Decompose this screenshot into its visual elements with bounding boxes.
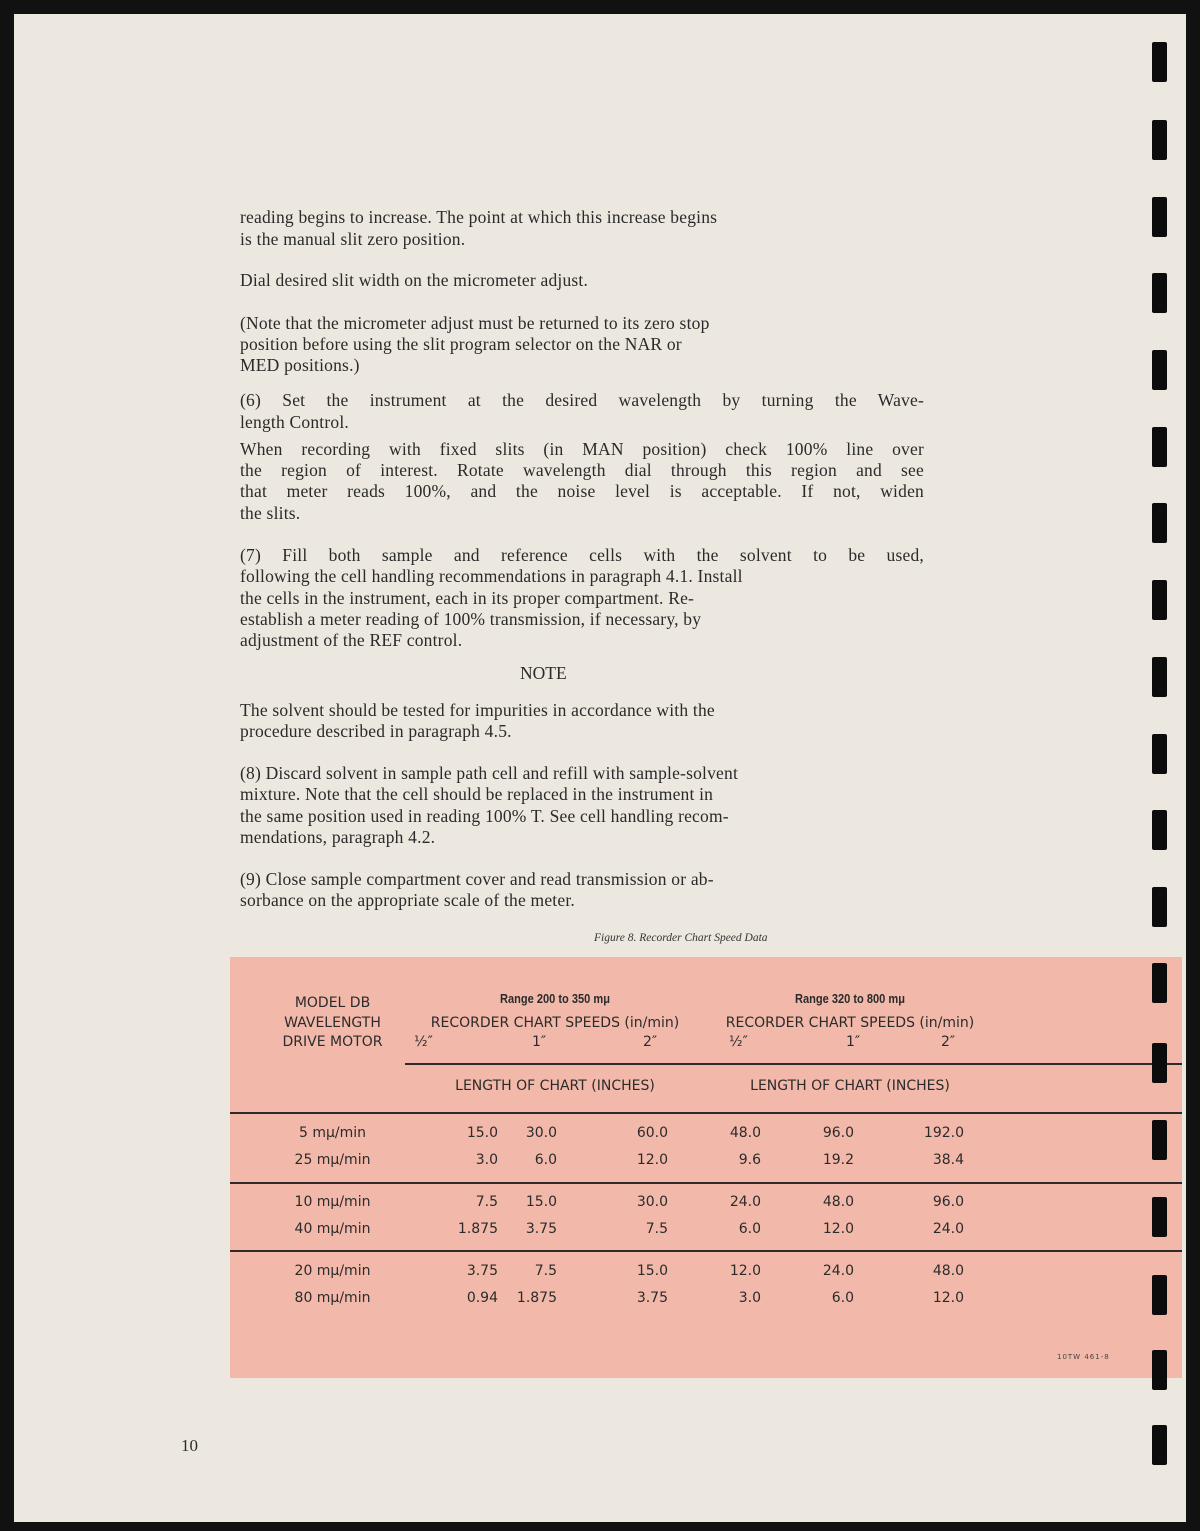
chart-length-cell: 19.2 (822, 1152, 854, 1168)
binder-hole (1152, 810, 1167, 850)
chart-length-cell: 7.5 (475, 1194, 498, 1210)
body-line: MED positions.) (240, 355, 360, 375)
binder-hole (1152, 887, 1167, 927)
length-label-2: LENGTH OF CHART (INCHES) (750, 1078, 950, 1094)
body-line: the slits. (240, 503, 301, 523)
length-label-1: LENGTH OF CHART (INCHES) (455, 1078, 655, 1094)
body-line: (Note that the micrometer adjust must be returned to its zero stop (240, 313, 710, 333)
binder-hole (1152, 580, 1167, 620)
binder-hole (1152, 734, 1167, 774)
binder-hole (1152, 1425, 1167, 1465)
binder-hole (1152, 1275, 1167, 1315)
speed-col: 2″ (941, 1034, 956, 1050)
chart-length-cell: 12.0 (932, 1290, 964, 1306)
binder-hole (1152, 120, 1167, 160)
row-header-1: MODEL DB (294, 995, 371, 1011)
body-line: The solvent should be tested for impurities in accordance with the (240, 700, 715, 720)
body-line: mendations, paragraph 4.2. (240, 827, 436, 847)
motor-speed-cell: 20 mμ/min (294, 1263, 371, 1279)
speed-col: ½″ (414, 1034, 433, 1050)
chart-length-cell: 15.0 (636, 1263, 668, 1279)
chart-length-cell: 48.0 (729, 1125, 761, 1141)
chart-length-cell: 3.75 (636, 1290, 668, 1306)
binder-hole (1152, 1197, 1167, 1237)
body-line: reading begins to increase. The point at which this increase begins (240, 207, 718, 227)
chart-length-cell: 9.6 (738, 1152, 761, 1168)
body-line: mixture. Note that the cell should be replaced in the instrument in (240, 784, 714, 804)
chart-length-cell: 12.0 (822, 1221, 854, 1237)
binder-hole (1152, 657, 1167, 697)
figure-caption: Figure 8. Recorder Chart Speed Data (594, 932, 768, 944)
body-line: the region of interest. Rotate wavelength dial through this region and see (240, 460, 924, 480)
body-line: position before using the slit program selector on the NAR or (240, 334, 682, 354)
chart-length-cell: 3.75 (466, 1263, 498, 1279)
body-line: following the cell handling recommendations in paragraph 4.1. Install (240, 566, 743, 586)
chart-length-cell: 48.0 (932, 1263, 964, 1279)
chart-length-cell: 60.0 (636, 1125, 668, 1141)
body-line: that meter reads 100%, and the noise level is acceptable. If not, widen (240, 481, 924, 501)
range-2-heading: Range 320 to 800 mμ (795, 991, 905, 1006)
chart-length-cell: 192.0 (923, 1125, 964, 1141)
speed-col: ½″ (729, 1034, 748, 1050)
motor-speed-cell: 25 mμ/min (294, 1152, 371, 1168)
motor-speed-cell: 80 mμ/min (294, 1290, 371, 1306)
speed-col: 1″ (532, 1034, 547, 1050)
motor-speed-cell: 40 mμ/min (294, 1221, 371, 1237)
body-line: (6) Set the instrument at the desired wavelength by turning the Wave- (240, 390, 924, 410)
binder-hole (1152, 1350, 1167, 1390)
chart-length-cell: 12.0 (729, 1263, 761, 1279)
body-line: the same position used in reading 100% T. See cell handling recom- (240, 806, 729, 826)
body-line: length Control. (240, 412, 349, 432)
chart-length-cell: 24.0 (932, 1221, 964, 1237)
body-line: (8) Discard solvent in sample path cell and refill with sample-solvent (240, 763, 739, 783)
chart-length-cell: 1.875 (457, 1221, 498, 1237)
chart-length-cell: 38.4 (932, 1152, 964, 1168)
chart-length-cell: 6.0 (534, 1152, 557, 1168)
body-line: adjustment of the REF control. (240, 630, 463, 650)
binder-hole (1152, 42, 1167, 82)
body-line: (9) Close sample compartment cover and read transmission or ab- (240, 869, 714, 889)
body-line: is the manual slit zero position. (240, 229, 466, 249)
binder-hole (1152, 197, 1167, 237)
chart-length-cell: 6.0 (738, 1221, 761, 1237)
chart-length-cell: 30.0 (525, 1125, 557, 1141)
speed-col: 2″ (643, 1034, 658, 1050)
body-line: sorbance on the appropriate scale of the meter. (240, 890, 575, 910)
binder-hole (1152, 1120, 1167, 1160)
chart-length-cell: 30.0 (636, 1194, 668, 1210)
group-rule (230, 1250, 1182, 1252)
figure-code: 10TW 461-8 (1057, 1353, 1110, 1361)
chart-length-cell: 3.75 (525, 1221, 557, 1237)
row-header-3: DRIVE MOTOR (282, 1034, 383, 1050)
chart-length-cell: 96.0 (932, 1194, 964, 1210)
chart-speed-table (230, 957, 1182, 1378)
chart-length-cell: 48.0 (822, 1194, 854, 1210)
binder-hole (1152, 350, 1167, 390)
speeds-label-1: RECORDER CHART SPEEDS (in/min) (430, 1015, 680, 1031)
chart-length-cell: 15.0 (525, 1194, 557, 1210)
group-rule (230, 1112, 1182, 1114)
group-rule (230, 1182, 1182, 1184)
body-line: procedure described in paragraph 4.5. (240, 721, 512, 741)
binder-hole (1152, 1043, 1167, 1083)
body-line: (7) Fill both sample and reference cells with the solvent to be used, (240, 545, 924, 565)
body-line: Dial desired slit width on the micrometer adjust. (240, 270, 589, 290)
chart-length-cell: 3.0 (738, 1290, 761, 1306)
binder-hole (1152, 427, 1167, 467)
binder-hole (1152, 503, 1167, 543)
motor-speed-cell: 10 mμ/min (294, 1194, 371, 1210)
binder-hole (1152, 273, 1167, 313)
body-line: When recording with fixed slits (in MAN position) check 100% line over (240, 439, 924, 459)
speeds-label-2: RECORDER CHART SPEEDS (in/min) (725, 1015, 975, 1031)
chart-length-cell: 1.875 (516, 1290, 557, 1306)
range-1-heading: Range 200 to 350 mμ (500, 991, 610, 1006)
speed-col: 1″ (846, 1034, 861, 1050)
binder-hole (1152, 963, 1167, 1003)
motor-speed-cell: 5 mμ/min (298, 1125, 367, 1141)
chart-length-cell: 3.0 (475, 1152, 498, 1168)
chart-length-cell: 7.5 (645, 1221, 668, 1237)
body-line: establish a meter reading of 100% transmission, if necessary, by (240, 609, 702, 629)
chart-length-cell: 24.0 (729, 1194, 761, 1210)
chart-length-cell: 15.0 (466, 1125, 498, 1141)
row-header-2: WAVELENGTH (284, 1015, 381, 1031)
note-heading: NOTE (520, 663, 567, 683)
chart-length-cell: 24.0 (822, 1263, 854, 1279)
chart-length-cell: 7.5 (534, 1263, 557, 1279)
chart-length-cell: 96.0 (822, 1125, 854, 1141)
chart-length-cell: 0.94 (466, 1290, 498, 1306)
page-number: 10 (181, 1436, 198, 1455)
body-line: the cells in the instrument, each in its proper compartment. Re- (240, 588, 695, 608)
chart-length-cell: 12.0 (636, 1152, 668, 1168)
header-rule (405, 1063, 1182, 1065)
chart-length-cell: 6.0 (831, 1290, 854, 1306)
